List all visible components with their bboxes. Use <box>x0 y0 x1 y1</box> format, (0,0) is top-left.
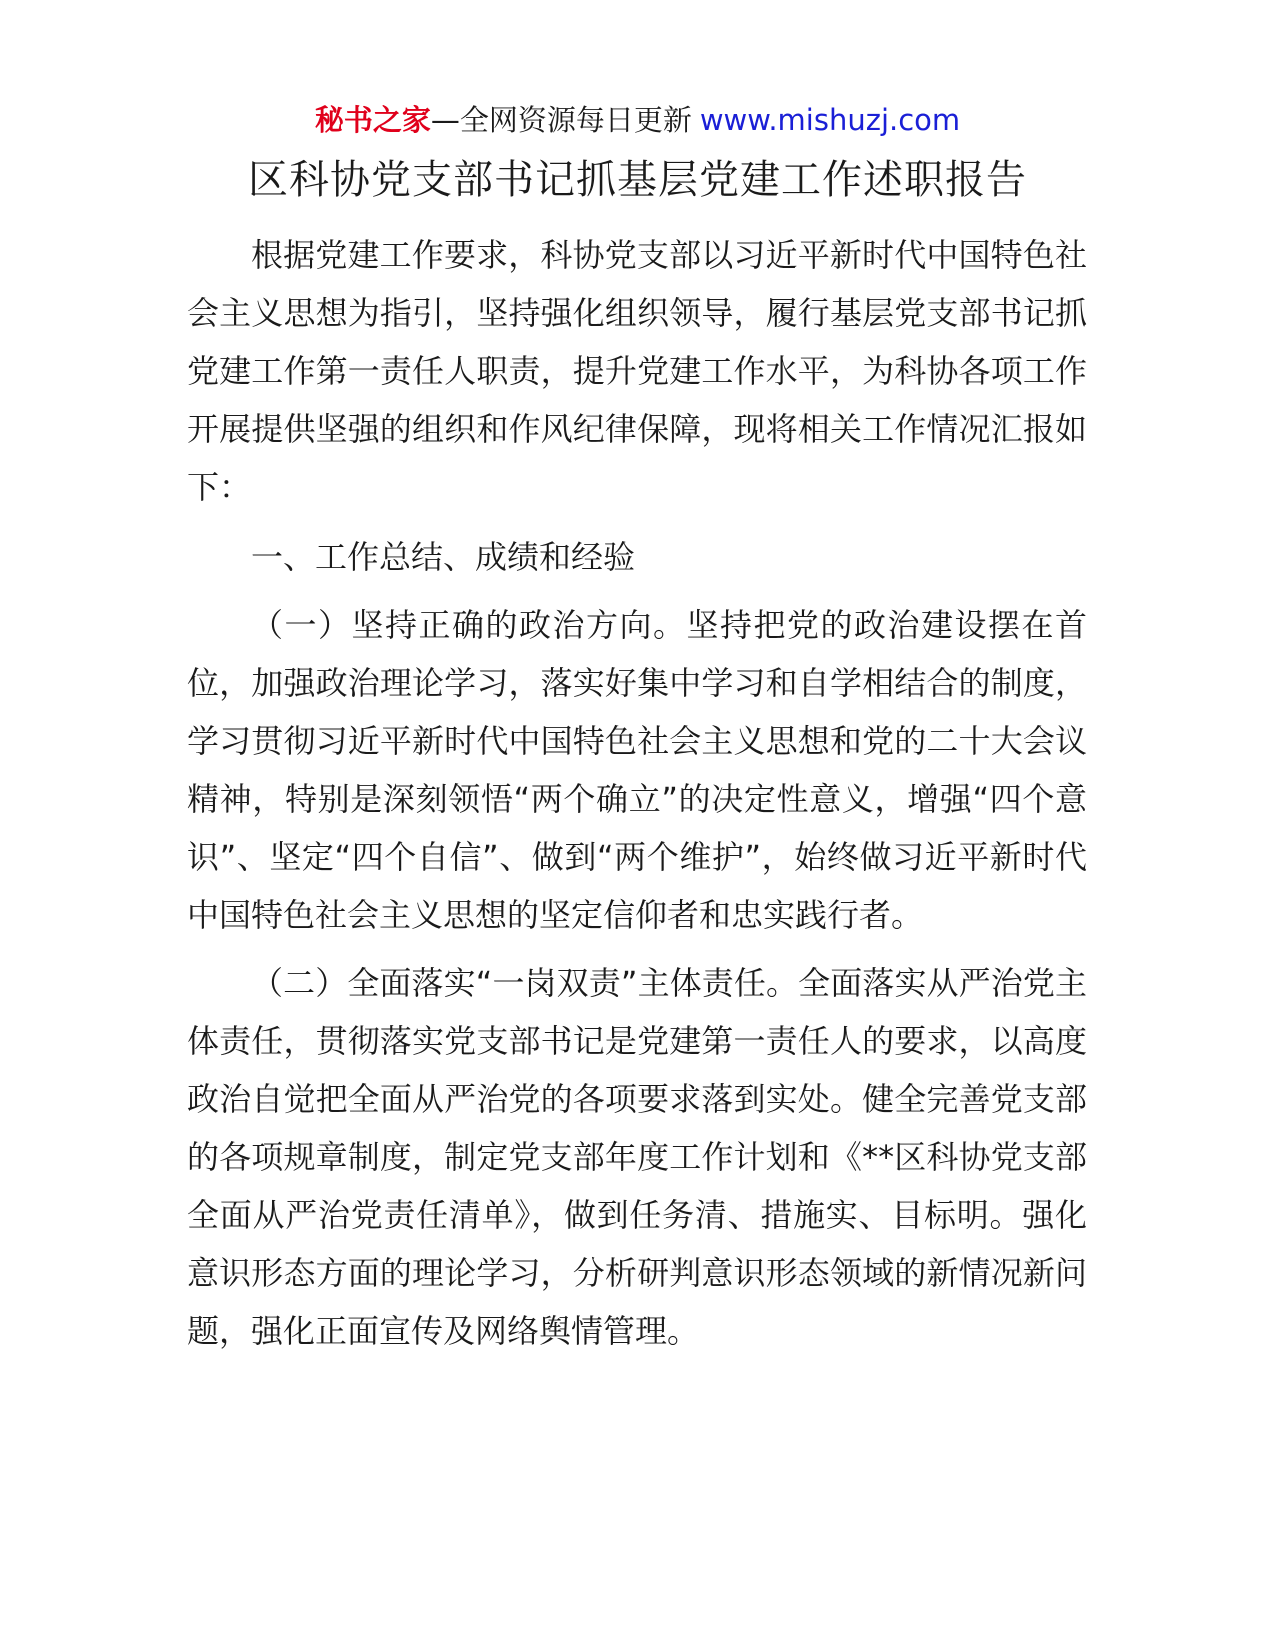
paragraph-political-direction: （一）坚持正确的政治方向。坚持把党的政治建设摆在首位，加强政治理论学习，落实好集中学习和自学相结合的制度，学习贯彻习近平新时代中国特色社会主义思想和党的二十大会议精神，特别是深刻领悟“两个确立”的决定性意义，增强“四个意识”、坚定“四个自信”、做到“两个维护”，始终做习近平新时代中国特色社会主义思想的坚定信仰者和忠实践行者。 <box>187 606 1087 934</box>
document-title: 区科协党支部书记抓基层党建工作述职报告 <box>248 157 1027 203</box>
intro-paragraph: 根据党建工作要求，科协党支部以习近平新时代中国特色社会主义思想为指引，坚持强化组织领导，履行基层党支部书记抓党建工作第一责任人职责，提升党建工作水平，为科协各项工作开展提供坚强的组织和作风纪律保障，现将相关工作情况汇报如下： <box>187 236 1087 506</box>
brand-tagline: —全网资源每日更新 <box>430 103 692 137</box>
document-body <box>187 226 1087 1360</box>
watermark-header <box>0 100 1275 140</box>
section-heading: 一、工作总结、成绩和经验 <box>251 538 636 576</box>
site-url-link[interactable]: www.mishuzj.com <box>699 103 961 137</box>
paragraph-responsibility: （二）全面落实“一岗双责”主体责任。全面落实从严治党主体责任，贯彻落实党支部书记是党建第一责任人的要求，以高度政治自觉把全面从严治党的各项要求落到实处。健全完善党支部的各项规章制度，制定党支部年度工作计划和《**区科协党支部全面从严治党责任清单》，做到任务清、措施实、目标明。强化意识形态方面的理论学习，分析研判意识形态领域的新情况新问题，强化正面宣传及网络舆情管理。 <box>187 964 1087 1350</box>
brand-name: 秘书之家 <box>314 103 431 137</box>
